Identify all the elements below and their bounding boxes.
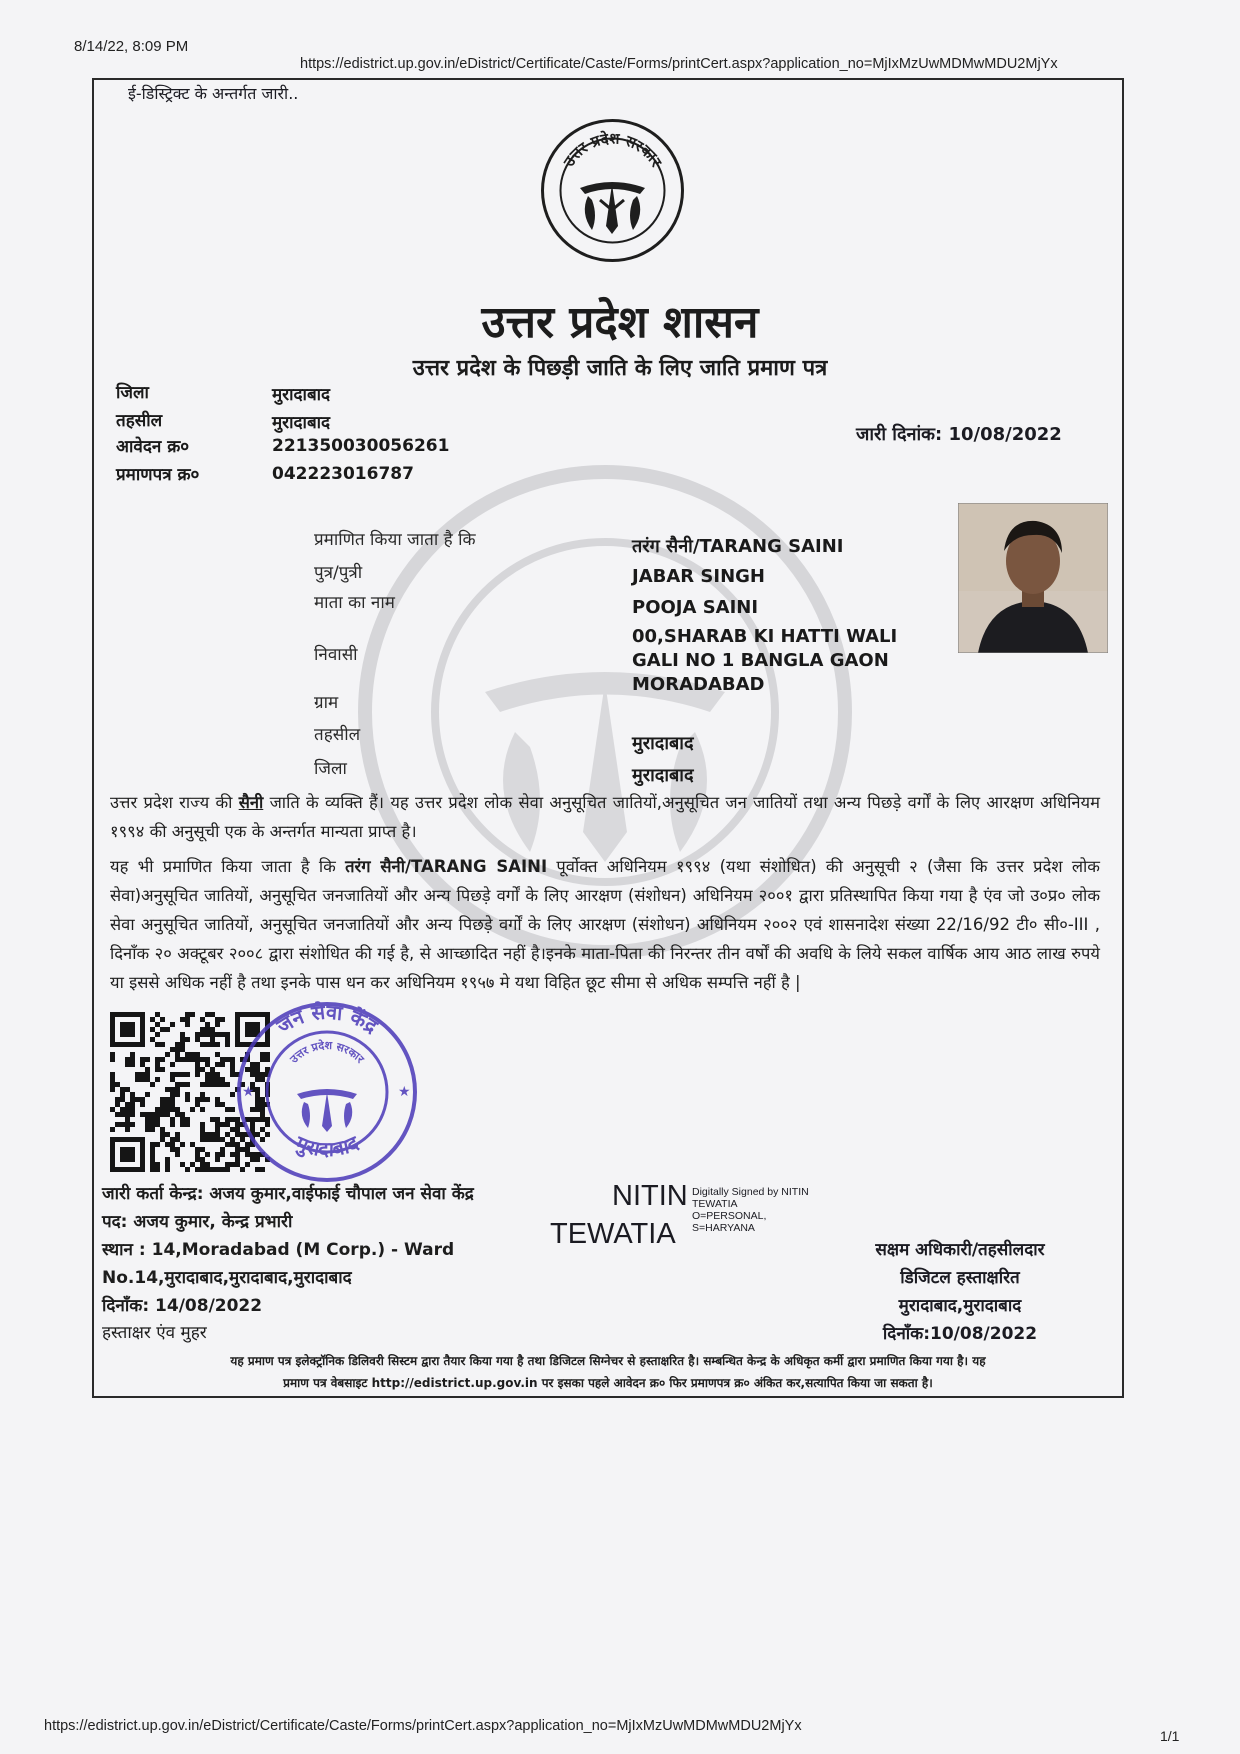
print-url-top[interactable]: https://edistrict.up.gov.in/eDistrict/Certificate/Caste/Forms/printCert.aspx?application_no=MjIxMzUwMDMwMDU2MjYx bbox=[300, 56, 1058, 72]
verification-note bbox=[96, 1350, 1120, 1394]
mother-label: माता का नाम bbox=[314, 593, 395, 613]
verification-note-line2: प्रमाण पत्र वेबसाइट http://edistrict.up.gov.in पर इसका पहले आवेदन क्र० फिर प्रमाणपत्र क्र० अंकित कर,सत्यापित किया जा सकता है। bbox=[283, 1376, 933, 1390]
issued-under-text: ई-डिस्ट्रिक्ट के अन्तर्गत जारी.. bbox=[128, 84, 299, 103]
paragraph-income bbox=[110, 852, 1100, 997]
signature-detail-2: TEWATIA bbox=[692, 1198, 738, 1210]
village-label: ग्राम bbox=[314, 693, 339, 713]
applicant-photo bbox=[958, 503, 1108, 653]
paragraph-caste bbox=[110, 788, 1100, 846]
page-count: 1/1 bbox=[1160, 1728, 1180, 1744]
signer-name-line1: NITIN bbox=[612, 1180, 688, 1212]
issuer-centre: जारी कर्ता केन्द्र: अजय कुमार,वाईफाई चौपाल जन सेवा केंद्र bbox=[102, 1184, 474, 1204]
tehsil-label: तहसील bbox=[314, 725, 361, 745]
svg-text:★: ★ bbox=[242, 1084, 255, 1100]
authority-signed: डिजिटल हस्ताक्षरित bbox=[900, 1268, 1020, 1288]
caste-name: सैनी bbox=[238, 793, 264, 812]
father-name: JABAR SINGH bbox=[632, 566, 765, 587]
district-label: जिला bbox=[314, 759, 347, 779]
paragraph-income-intro: यह भी प्रमाणित किया जाता है कि bbox=[110, 857, 346, 876]
authority-date: दिनाँक:10/08/2022 bbox=[882, 1324, 1038, 1344]
resident-address: 00,SHARAB KI HATTI WALI GALI NO 1 BANGLA GAON MORADABAD bbox=[632, 626, 898, 695]
meta-value-certificate-no: 042223016787 bbox=[272, 464, 414, 484]
meta-label-application-no: आवेदन क्र० bbox=[116, 437, 190, 457]
issuer-sign-label: हस्ताक्षर एंव मुहर bbox=[102, 1323, 207, 1343]
stamp-inner-text: उत्तर प्रदेश सरकार bbox=[287, 1038, 367, 1066]
tehsil-value: मुरादाबाद bbox=[632, 733, 694, 754]
certified-label: प्रमाणित किया जाता है कि bbox=[314, 530, 476, 550]
verification-note-line1: यह प्रमाण पत्र इलेक्ट्रॉनिक डिलिवरी सिस्टम द्वारा तैयार किया गया है तथा डिजिटल सिग्नेचर से हस्ताक्षरित है। सम्बन्धित केन्द्र के अधिकृत कर्मी द्वारा प्रमाणित किया गया है। यह bbox=[230, 1354, 986, 1368]
meta-value-district: मुरादाबाद bbox=[272, 385, 331, 405]
issuer-post: पद: अजय कुमार, केन्द्र प्रभारी bbox=[102, 1212, 293, 1232]
authority-place: मुरादाबाद,मुरादाबाद bbox=[898, 1296, 1022, 1316]
signature-detail-1: Digitally Signed by NITIN bbox=[692, 1186, 809, 1198]
paragraph-income-name: तरंग सैनी/TARANG SAINI bbox=[345, 857, 548, 876]
issue-date bbox=[856, 422, 1062, 446]
authority-title: सक्षम अधिकारी/तहसीलदार bbox=[875, 1240, 1045, 1260]
district-value: मुरादाबाद bbox=[632, 765, 694, 786]
paragraph-caste-intro: उत्तर प्रदेश राज्य की bbox=[110, 793, 239, 812]
issuer-date: दिनाँक: 14/08/2022 bbox=[102, 1296, 263, 1316]
signature-detail-4: S=HARYANA bbox=[692, 1222, 755, 1234]
svg-text:उत्तर प्रदेश सरकार bbox=[287, 1038, 367, 1067]
stamp-bottom-text: मुरादाबाद bbox=[292, 1130, 362, 1162]
page-title: उत्तर प्रदेश शासन bbox=[481, 297, 759, 348]
issue-date-label: जारी दिनांक: bbox=[856, 424, 943, 445]
certificate-subtitle: उत्तर प्रदेश के पिछड़ी जाति के लिए जाति प्रमाण पत्र bbox=[412, 356, 828, 381]
signature-detail-3: O=PERSONAL, bbox=[692, 1210, 767, 1222]
issuer-place-line1: स्थान : 14,Moradabad (M Corp.) - Ward bbox=[102, 1240, 455, 1260]
meta-label-district: जिला bbox=[116, 383, 149, 403]
meta-label-certificate-no: प्रमाणपत्र क्र० bbox=[116, 465, 200, 485]
svg-text:उत्तर प्रदेश सरकार: उत्तर प्रदेश सरकार bbox=[559, 129, 666, 170]
meta-label-tehsil: तहसील bbox=[116, 411, 163, 431]
print-timestamp: 8/14/22, 8:09 PM bbox=[74, 38, 189, 55]
paragraph-caste-body: जाति के व्यक्ति हैं। यह उत्तर प्रदेश लोक सेवा अनुसूचित जातियों,अनुसूचित जन जातियों तथा अन्य पिछड़े वर्गों के लिए आरक्षण अधिनियम १९९४ की अनुसूची एक के अन्तर्गत मान्यता प्राप्त है। bbox=[110, 793, 1100, 841]
paragraph-income-body: पूर्वोक्त अधिनियम १९९४ (यथा संशोधित) की अनुसूची २ (जैसा कि उत्तर प्रदेश लोक सेवा)अनुसूचित जातियों, अनुसूचित जनजातियों और अन्य पिछड़े वर्गों के लिए आरक्षण (संशोधन) अधिनियम २००१ द्वारा प्रतिस्थापित किया गया है एंव जो उ०प्र० लोक सेवा अनुसूचित जातियों, अनुसूचित जनजातियों और अन्य पिछड़े वर्गों के लिए आरक्षण (संशोधन) अधिनियम २००२ एवं शासनादेश संख्या 22/16/92 टी० सी०-III , दिनाँक २० अक्टूबर २००८ द्वारा संशोधित की गई है, से आच्छादित नहीं है।इनके माता-पिता की निरन्तर तीन वर्षों की अवधि के लिये सकल वार्षिक आय आठ लाख रुपये या इससे अधिक नहीं है तथा इनके पास धन कर अधिनियम १९५७ मे यथा विहित छूट सीमा से अधिक सम्पत्ति नहीं है | bbox=[110, 857, 1100, 992]
svg-text:मुरादाबाद bbox=[291, 1130, 363, 1161]
print-url-bottom[interactable]: https://edistrict.up.gov.in/eDistrict/Certificate/Caste/Forms/printCert.aspx?application_no=MjIxMzUwMDMwMDU2MjYx bbox=[44, 1718, 802, 1734]
certified-name: तरंग सैनी/TARANG SAINI bbox=[632, 536, 844, 557]
meta-value-application-no: 221350030056261 bbox=[272, 436, 450, 456]
up-emblem-logo bbox=[540, 118, 685, 263]
official-stamp bbox=[232, 992, 422, 1188]
signer-name-line2: TEWATIA bbox=[550, 1218, 676, 1250]
svg-text:★: ★ bbox=[398, 1084, 411, 1100]
digital-signature-details bbox=[692, 1186, 809, 1234]
son-label: पुत्र/पुत्री bbox=[314, 563, 363, 583]
meta-value-tehsil: मुरादाबाद bbox=[272, 413, 331, 433]
stamp-top-text: जन सेवा केंद्र bbox=[272, 999, 383, 1039]
authority-block bbox=[830, 1236, 1090, 1348]
issuer-place-line2: No.14,मुरादाबाद,मुरादाबाद,मुरादाबाद bbox=[102, 1268, 352, 1288]
mother-name: POOJA SAINI bbox=[632, 597, 759, 618]
issue-date-value: 10/08/2022 bbox=[948, 424, 1062, 445]
resident-label: निवासी bbox=[314, 645, 358, 665]
